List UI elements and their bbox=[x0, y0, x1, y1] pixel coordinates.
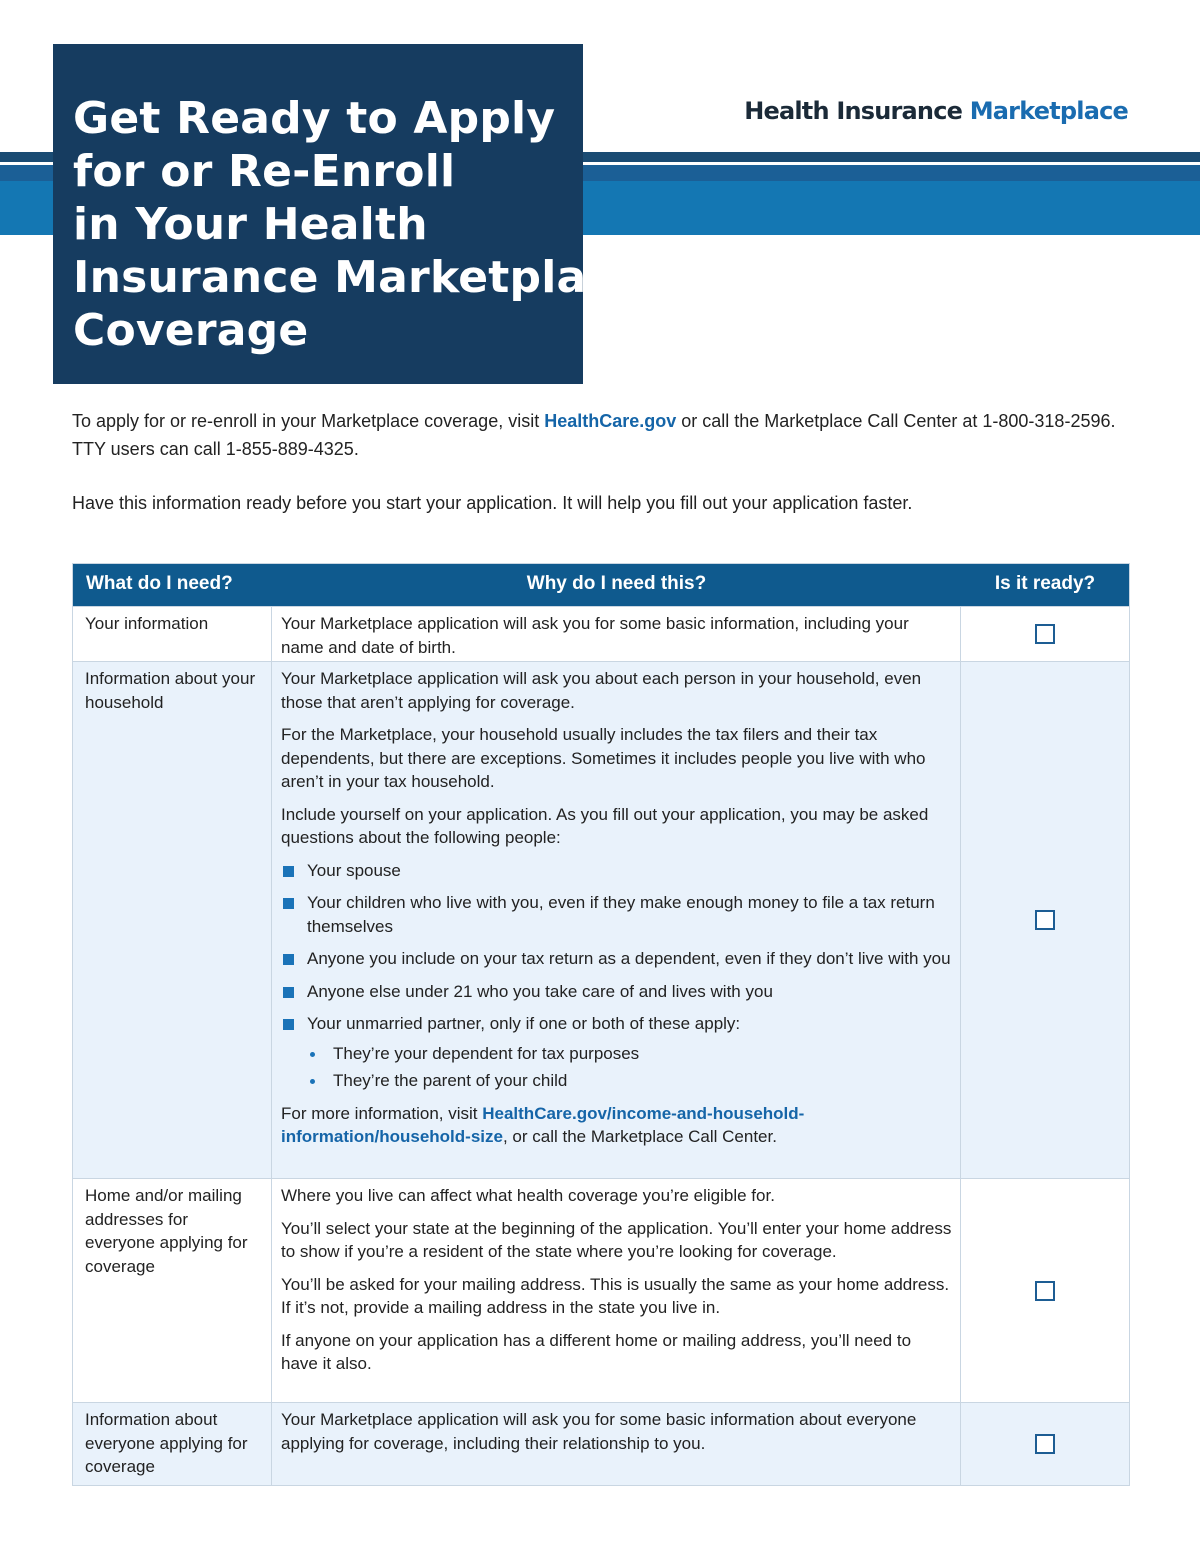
ready-cell bbox=[961, 662, 1129, 1178]
list-item bbox=[281, 891, 952, 938]
intro-paragraph-2: Have this information ready before you start your application. It will help you fill out your application faster. bbox=[72, 493, 913, 513]
square-bullet-icon bbox=[283, 1019, 294, 1030]
title-line-3: in Your Health bbox=[73, 199, 428, 250]
why-text: You’ll be asked for your mailing address. This is usually the same as your home address. If it’s not, provide a mailing address in the state you live in. bbox=[281, 1274, 950, 1317]
ready-cell bbox=[961, 607, 1129, 661]
title-line-4 bbox=[73, 251, 663, 304]
intro-paragraph-1 bbox=[72, 407, 1132, 463]
more-info-tail: , or call the Marketplace Call Center. bbox=[502, 1127, 777, 1146]
table-header bbox=[73, 564, 1129, 606]
list-item bbox=[281, 947, 952, 971]
why-text: Your Marketplace application will ask you for some basic information about everyone applying for coverage, including their relationship to you. bbox=[281, 1410, 917, 1453]
checklist-table bbox=[72, 563, 1130, 1486]
sub-list-item bbox=[281, 1069, 952, 1093]
list-item-text: Your spouse bbox=[307, 860, 401, 880]
registered-mark: ® bbox=[642, 269, 663, 293]
intro-text: To apply for or re-enroll in your Marketplace coverage, visit bbox=[72, 411, 545, 431]
ready-cell bbox=[961, 1403, 1129, 1485]
square-bullet-icon bbox=[283, 987, 294, 998]
header-what-do-i-need: What do I need? bbox=[86, 573, 233, 594]
list-item bbox=[281, 980, 952, 1004]
more-info-lead: For more information, visit bbox=[281, 1103, 483, 1123]
ready-checkbox-household[interactable] bbox=[1035, 910, 1055, 930]
household-size-link[interactable]: HealthCare.gov/income-and-household-information/household-size bbox=[281, 1103, 805, 1146]
title-line-5: Coverage bbox=[73, 305, 309, 356]
square-bullet-icon bbox=[283, 866, 294, 877]
why-text: If anyone on your application has a different home or mailing address, you’ll need to have it also. bbox=[281, 1330, 912, 1373]
why-text: Where you live can affect what health coverage you’re eligible for. bbox=[281, 1186, 775, 1205]
list-item bbox=[281, 1012, 952, 1093]
sub-list-item bbox=[281, 1042, 952, 1066]
title-box bbox=[53, 44, 663, 384]
table-row bbox=[73, 606, 1129, 661]
square-bullet-icon bbox=[283, 954, 294, 965]
intro-text-contact: or call the Marketplace Call Center at 1-800-318-2596. TTY users can call 1-855-889-4325. bbox=[72, 411, 1116, 459]
why-text: Your Marketplace application will ask you about each person in your household, even those that aren’t applying for coverage. bbox=[281, 669, 922, 712]
row-why-cell bbox=[272, 1179, 961, 1402]
list-item-text: Your children who live with you, even if they make enough money to file a tax return themselves bbox=[307, 893, 935, 936]
row-why-cell bbox=[272, 662, 961, 1178]
table-row bbox=[73, 1178, 1129, 1402]
why-text: You’ll select your state at the beginning of the application. You’ll enter your home address to show if you’re a resident of the state where you’re looking for coverage. bbox=[281, 1218, 952, 1261]
dot-bullet-icon bbox=[310, 1052, 315, 1057]
ready-checkbox-your-information[interactable] bbox=[1035, 624, 1055, 644]
row-need-household: Information about your household bbox=[73, 662, 272, 1178]
healthcare-gov-link[interactable]: HealthCare.gov bbox=[544, 411, 677, 431]
why-text: Include yourself on your application. As you fill out your application, you may be asked questions about the following people: bbox=[281, 804, 929, 847]
list-item-text: Anyone you include on your tax return as a dependent, even if they don’t live with you bbox=[307, 949, 951, 968]
title-line-4-text: Insurance Marketplace bbox=[73, 252, 643, 303]
sub-list-item-text: They’re your dependent for tax purposes bbox=[333, 1043, 640, 1063]
sub-list-item-text: They’re the parent of your child bbox=[333, 1071, 568, 1090]
row-need-your-information: Your information bbox=[73, 607, 272, 661]
why-text: Your Marketplace application will ask you for some basic information, including your name and date of birth. bbox=[281, 614, 909, 657]
ready-checkbox-everyone-applying[interactable] bbox=[1035, 1434, 1055, 1454]
row-need-everyone-applying: Information about everyone applying for coverage bbox=[73, 1403, 272, 1485]
marketplace-logo bbox=[744, 97, 1128, 125]
header-is-it-ready: Is it ready? bbox=[994, 573, 1096, 594]
more-info-text bbox=[281, 1102, 952, 1149]
partner-conditions-list bbox=[281, 1042, 952, 1093]
title-line-1: Get Ready to Apply bbox=[73, 93, 556, 144]
intro-section bbox=[72, 407, 1132, 517]
title-line-2: for or Re-Enroll bbox=[73, 146, 456, 197]
page-title bbox=[73, 92, 663, 357]
table-row bbox=[73, 661, 1129, 1178]
why-text: For the Marketplace, your household usually includes the tax filers and their tax dependents, but there are exceptions. Sometimes it includes people you live with who aren’t in your tax household. bbox=[281, 725, 926, 791]
ready-cell bbox=[961, 1179, 1129, 1402]
list-item-text: Your unmarried partner, only if one or both of these apply: bbox=[307, 1014, 741, 1033]
table-row bbox=[73, 1402, 1129, 1485]
list-item-text: Anyone else under 21 who you take care of and lives with you bbox=[307, 981, 773, 1001]
row-need-addresses: Home and/or mailing addresses for everyone applying for coverage bbox=[73, 1179, 272, 1402]
ready-checkbox-addresses[interactable] bbox=[1035, 1281, 1055, 1301]
logo-text-marketplace: Marketplace bbox=[969, 97, 1128, 125]
row-why-cell bbox=[272, 607, 961, 661]
square-bullet-icon bbox=[283, 898, 294, 909]
list-item bbox=[281, 859, 952, 883]
dot-bullet-icon bbox=[310, 1079, 315, 1084]
header-why-do-i-need-this: Why do I need this? bbox=[526, 573, 707, 594]
row-why-cell bbox=[272, 1403, 961, 1485]
logo-text-health-insurance: Health Insurance bbox=[744, 97, 963, 125]
household-people-list bbox=[281, 859, 952, 1093]
